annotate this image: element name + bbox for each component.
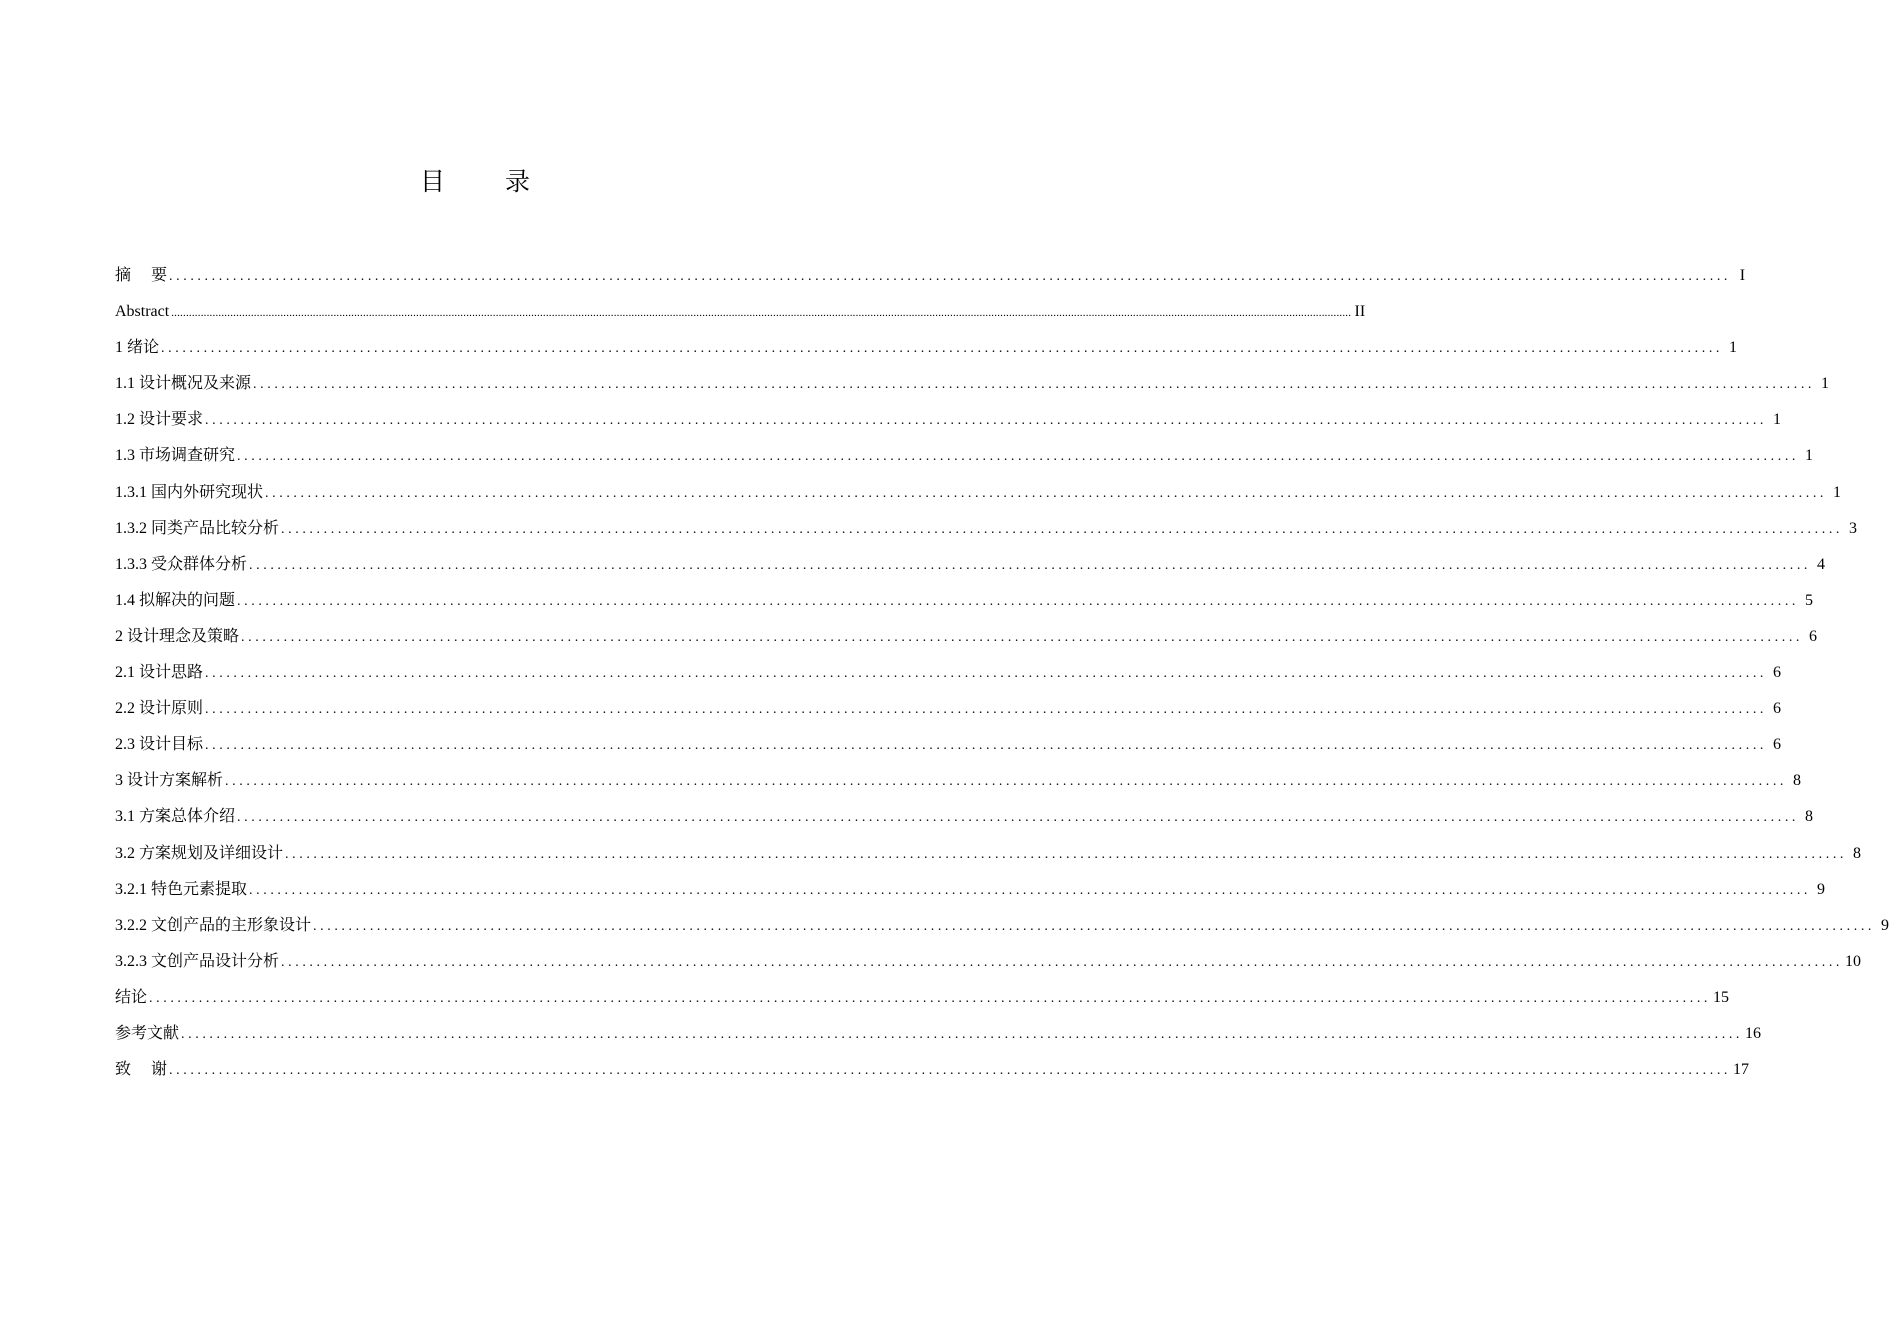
toc-entry-label: 1.1 设计概况及来源: [115, 375, 252, 393]
toc-entry-label: 1 绪论: [115, 339, 160, 357]
toc-entry-page-number: 16: [1745, 1024, 1762, 1042]
toc-entry[interactable]: [115, 803, 1814, 839]
toc-dot-leader: ............................................................................................................................................................................................................................: [161, 341, 1724, 357]
toc-dot-leader: ............................................................................................................................................................................................................................: [253, 377, 1816, 393]
toc-entry[interactable]: [115, 442, 1814, 478]
toc-dot-leader: ............................................................................................................................................................................................................................: [237, 593, 1800, 609]
toc-entry-label: 参考文献: [115, 1024, 180, 1042]
toc-dot-leader: ............................................................................................................................................................................................................................: [205, 702, 1768, 718]
toc-entry-label: 致 谢: [115, 1061, 168, 1079]
toc-entry[interactable]: [115, 262, 1746, 298]
toc-entry-label: 2.3 设计目标: [115, 736, 204, 754]
toc-entry-label: 2.1 设计思路: [115, 664, 204, 682]
toc-dot-leader: ............................................................................................................................................................................................................................: [281, 954, 1844, 970]
toc-entry-page-number: 15: [1713, 988, 1730, 1006]
toc-entry-page-number: 9: [1817, 880, 1826, 898]
toc-dot-leader: ................................................................................................................................................................................................................................................................................................................................................................................................................: [171, 307, 1352, 320]
toc-entry[interactable]: [115, 1056, 1750, 1092]
toc-entry[interactable]: [115, 515, 1858, 551]
toc-entry[interactable]: [115, 948, 1862, 984]
toc-entry-label: 2.2 设计原则: [115, 700, 204, 718]
toc-entry-label: 1.3 市场调查研究: [115, 447, 236, 465]
toc-entry-page-number: 6: [1773, 700, 1782, 718]
toc-entry[interactable]: [115, 912, 1889, 948]
toc-entry[interactable]: [115, 623, 1818, 659]
toc-entry-label: 2 设计理念及策略: [115, 627, 240, 645]
toc-entry[interactable]: [115, 334, 1738, 370]
toc-dot-leader: ............................................................................................................................................................................................................................: [205, 413, 1768, 429]
toc-dot-leader: ............................................................................................................................................................................................................................: [241, 629, 1804, 645]
toc-entry-page-number: 6: [1773, 664, 1782, 682]
toc-dot-leader: ............................................................................................................................................................................................................................: [285, 846, 1848, 862]
toc-entry[interactable]: [115, 984, 1730, 1020]
toc-entry-page-number: 6: [1773, 736, 1782, 754]
toc-entry[interactable]: [115, 840, 1862, 876]
toc-entry-page-number: 8: [1853, 844, 1862, 862]
toc-entry-label: 3.1 方案总体介绍: [115, 808, 236, 826]
toc-entry-page-number: 1: [1833, 483, 1842, 501]
toc-entry-label: 摘 要: [115, 267, 168, 284]
toc-dot-leader: ............................................................................................................................................................................................................................: [181, 1026, 1744, 1042]
toc-entry-page-number: 6: [1809, 627, 1818, 645]
toc-entry[interactable]: [115, 479, 1842, 515]
toc-entry-label: 3 设计方案解析: [115, 772, 224, 790]
toc-dot-leader: ............................................................................................................................................................................................................................: [249, 882, 1812, 898]
toc-entry-label: 3.2.3 文创产品设计分析: [115, 952, 280, 970]
toc-entry[interactable]: [115, 551, 1826, 587]
toc-entry-page-number: I: [1739, 267, 1746, 284]
toc-entry-label: 1.3.1 国内外研究现状: [115, 483, 264, 501]
toc-dot-leader: ............................................................................................................................................................................................................................: [313, 918, 1876, 934]
toc-entry-label: 1.3.2 同类产品比较分析: [115, 519, 280, 537]
toc-entry-label: 3.2.1 特色元素提取: [115, 880, 248, 898]
toc-entry[interactable]: [115, 1020, 1762, 1056]
toc-dot-leader: ............................................................................................................................................................................................................................: [237, 449, 1800, 465]
toc-dot-leader: ............................................................................................................................................................................................................................: [281, 521, 1844, 537]
toc-entry[interactable]: [115, 731, 1782, 767]
toc-entry[interactable]: [115, 298, 1366, 334]
toc-entry[interactable]: [115, 659, 1782, 695]
toc-entry[interactable]: [115, 406, 1782, 442]
toc-entry[interactable]: [115, 587, 1814, 623]
toc-entry[interactable]: [115, 876, 1826, 912]
page-title: 目 录: [420, 167, 556, 196]
toc-entry[interactable]: [115, 695, 1782, 731]
toc-entry-label: Abstract: [115, 303, 170, 321]
toc-entry-page-number: 8: [1805, 808, 1814, 826]
toc-dot-leader: ............................................................................................................................................................................................................................: [149, 990, 1712, 1006]
toc-dot-leader: ............................................................................................................................................................................................................................: [249, 557, 1812, 573]
toc-dot-leader: ............................................................................................................................................................................................................................: [169, 269, 1732, 284]
toc-entry-page-number: II: [1354, 303, 1366, 321]
toc-entry-label: 3.2 方案规划及详细设计: [115, 844, 284, 862]
toc-entry-label: 1.2 设计要求: [115, 411, 204, 429]
toc-entry-page-number: 1: [1773, 411, 1782, 429]
toc-entry-page-number: 10: [1845, 952, 1862, 970]
toc-entry-page-number: 4: [1817, 555, 1826, 573]
toc-entry-label: 结论: [115, 988, 148, 1006]
toc-entry-page-number: 1: [1805, 447, 1814, 465]
table-of-contents: [115, 262, 1889, 1092]
toc-dot-leader: ............................................................................................................................................................................................................................: [225, 774, 1788, 790]
toc-entry-label: 1.4 拟解决的问题: [115, 591, 236, 609]
toc-entry-label: 3.2.2 文创产品的主形象设计: [115, 916, 312, 934]
toc-dot-leader: ............................................................................................................................................................................................................................: [237, 810, 1800, 826]
toc-entry-page-number: 3: [1849, 519, 1858, 537]
toc-dot-leader: ............................................................................................................................................................................................................................: [169, 1063, 1732, 1079]
toc-entry-page-number: 9: [1881, 916, 1889, 934]
toc-entry-page-number: 8: [1793, 772, 1802, 790]
toc-entry[interactable]: [115, 370, 1830, 406]
toc-entry-page-number: 1: [1821, 375, 1830, 393]
toc-entry-page-number: 1: [1729, 339, 1738, 357]
toc-entry-page-number: 5: [1805, 591, 1814, 609]
toc-dot-leader: ............................................................................................................................................................................................................................: [205, 738, 1768, 754]
toc-entry-label: 1.3.3 受众群体分析: [115, 555, 248, 573]
toc-dot-leader: ............................................................................................................................................................................................................................: [265, 485, 1828, 501]
toc-entry[interactable]: [115, 767, 1802, 803]
toc-entry-page-number: 17: [1733, 1061, 1750, 1079]
toc-dot-leader: ............................................................................................................................................................................................................................: [205, 666, 1768, 682]
